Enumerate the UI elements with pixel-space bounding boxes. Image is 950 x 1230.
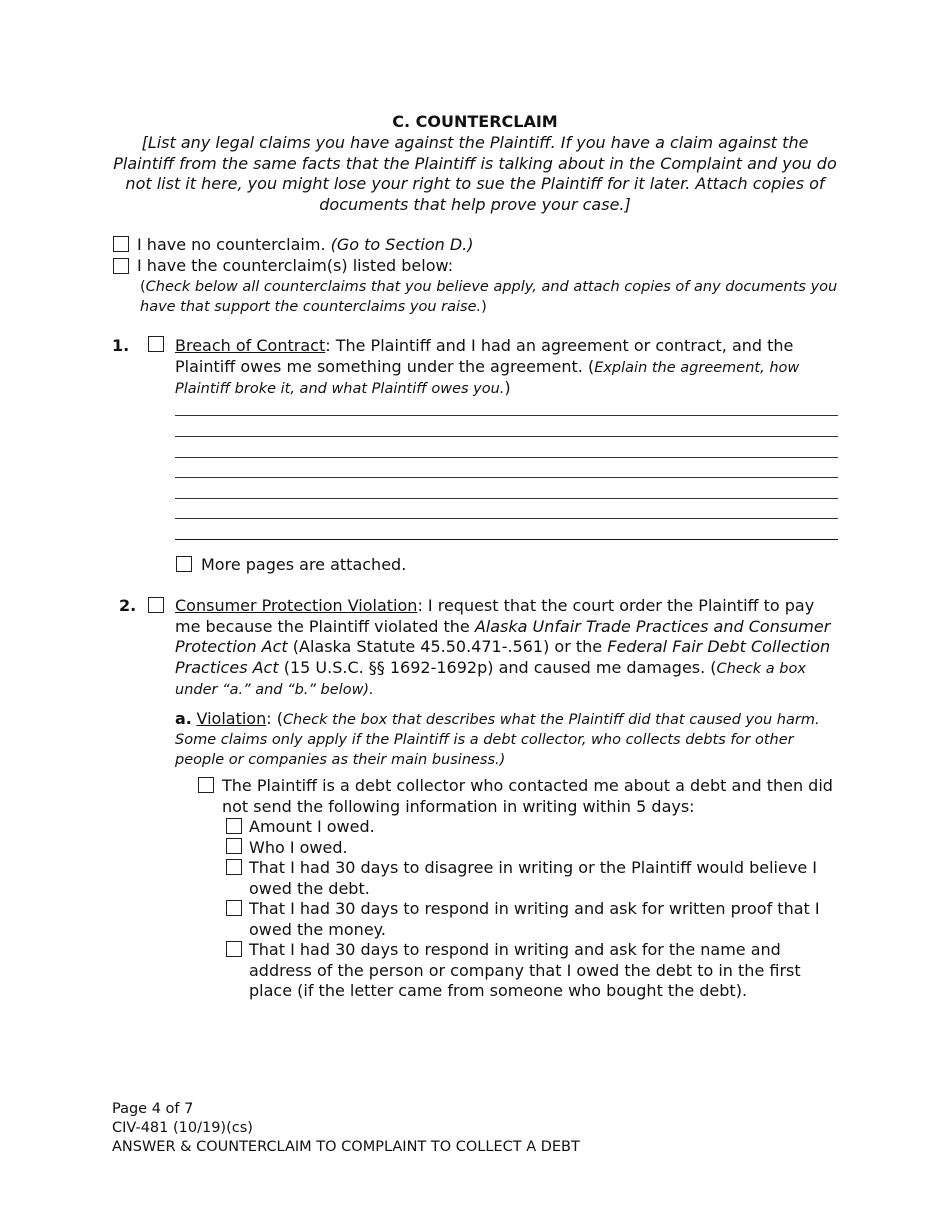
consumer-protection-text: Consumer Protection Violation: I request that the court order the Plaintiff to pay me because the Plaintiff violated the Alaska Unfair Trade Practices and Consumer Protection Act (Alaska Statute 45.50.471-.561) or the Federal Fair Debt Collection Practices Act (15 U.S.C. §§ 1692-1692p) and caused me damages. (Check a box under “a.” and “b.” below).	[175, 596, 831, 698]
amount-owed-checkbox[interactable]	[226, 818, 242, 834]
breach-of-contract-checkbox[interactable]	[148, 336, 164, 352]
section-instructions: [List any legal claims you have against the Plaintiff. If you have a claim against the Plaintiff from the same facts that the Plaintiff is talking about in the Complaint and you do not list it here, you might lose your right to sue the Plaintiff for it later. Attach copies of documents that help prove your case.]	[113, 133, 837, 214]
original-creditor-label: That I had 30 days to respond in writing and ask for the name and address of the person or company that I owed the debt to in the first place (if the letter came from someone who bought the debt).	[249, 940, 801, 1000]
footer-form-number: CIV-481 (10/19)(cs)	[112, 1120, 253, 1136]
footer-page-number: Page 4 of 7	[112, 1101, 194, 1117]
consumer-protection-checkbox[interactable]	[148, 597, 164, 613]
answer-line[interactable]	[175, 518, 838, 519]
answer-line[interactable]	[175, 415, 838, 416]
dispute-notice-checkbox[interactable]	[226, 859, 242, 875]
answer-line[interactable]	[175, 498, 838, 499]
debt-collector-label: The Plaintiff is a debt collector who contacted me about a debt and then did not send the following information in writing within 5 days:	[222, 776, 833, 816]
answer-line[interactable]	[175, 477, 838, 478]
more-pages-checkbox[interactable]	[176, 556, 192, 572]
who-owed-label: Who I owed.	[249, 838, 348, 857]
has-counterclaim-checkbox[interactable]	[113, 258, 129, 274]
section-heading: C. COUNTERCLAIM	[392, 112, 558, 131]
no-counterclaim-label: I have no counterclaim. (Go to Section D.)	[137, 235, 474, 254]
answer-line[interactable]	[175, 457, 838, 458]
footer-form-title: ANSWER & COUNTERCLAIM TO COMPLAINT TO COLLECT A DEBT	[112, 1139, 580, 1155]
dispute-notice-label: That I had 30 days to disagree in writing or the Plaintiff would believe I owed the debt.	[249, 858, 817, 898]
has-counterclaim-label: I have the counterclaim(s) listed below:	[137, 256, 454, 275]
more-pages-label: More pages are attached.	[201, 555, 407, 574]
has-counterclaim-note: (Check below all counterclaims that you believe apply, and attach copies of any documents you have that support the counterclaims you raise.)	[140, 279, 838, 315]
written-proof-checkbox[interactable]	[226, 900, 242, 916]
violation-section: a. Violation: (Check the box that describes what the Plaintiff did that caused you harm. Some claims only apply if the Plaintiff is a debt collector, who collects debts for other people or companies as their main business.)	[175, 709, 820, 768]
who-owed-checkbox[interactable]	[226, 838, 242, 854]
debt-collector-checkbox[interactable]	[198, 777, 214, 793]
answer-line[interactable]	[175, 436, 838, 437]
written-proof-label: That I had 30 days to respond in writing and ask for written proof that I owed the money.	[249, 899, 820, 939]
claim-1-number: 1.	[112, 336, 130, 355]
no-counterclaim-checkbox[interactable]	[113, 236, 129, 252]
breach-of-contract-text: Breach of Contract: The Plaintiff and I had an agreement or contract, and the Plaintiff owes me something under the agreement. (Explain the agreement, how Plaintiff broke it, and what Plaintiff owes you.)	[175, 336, 800, 397]
claim-2-number: 2.	[119, 596, 137, 615]
original-creditor-checkbox[interactable]	[226, 941, 242, 957]
amount-owed-label: Amount I owed.	[249, 817, 375, 836]
answer-line[interactable]	[175, 539, 838, 540]
